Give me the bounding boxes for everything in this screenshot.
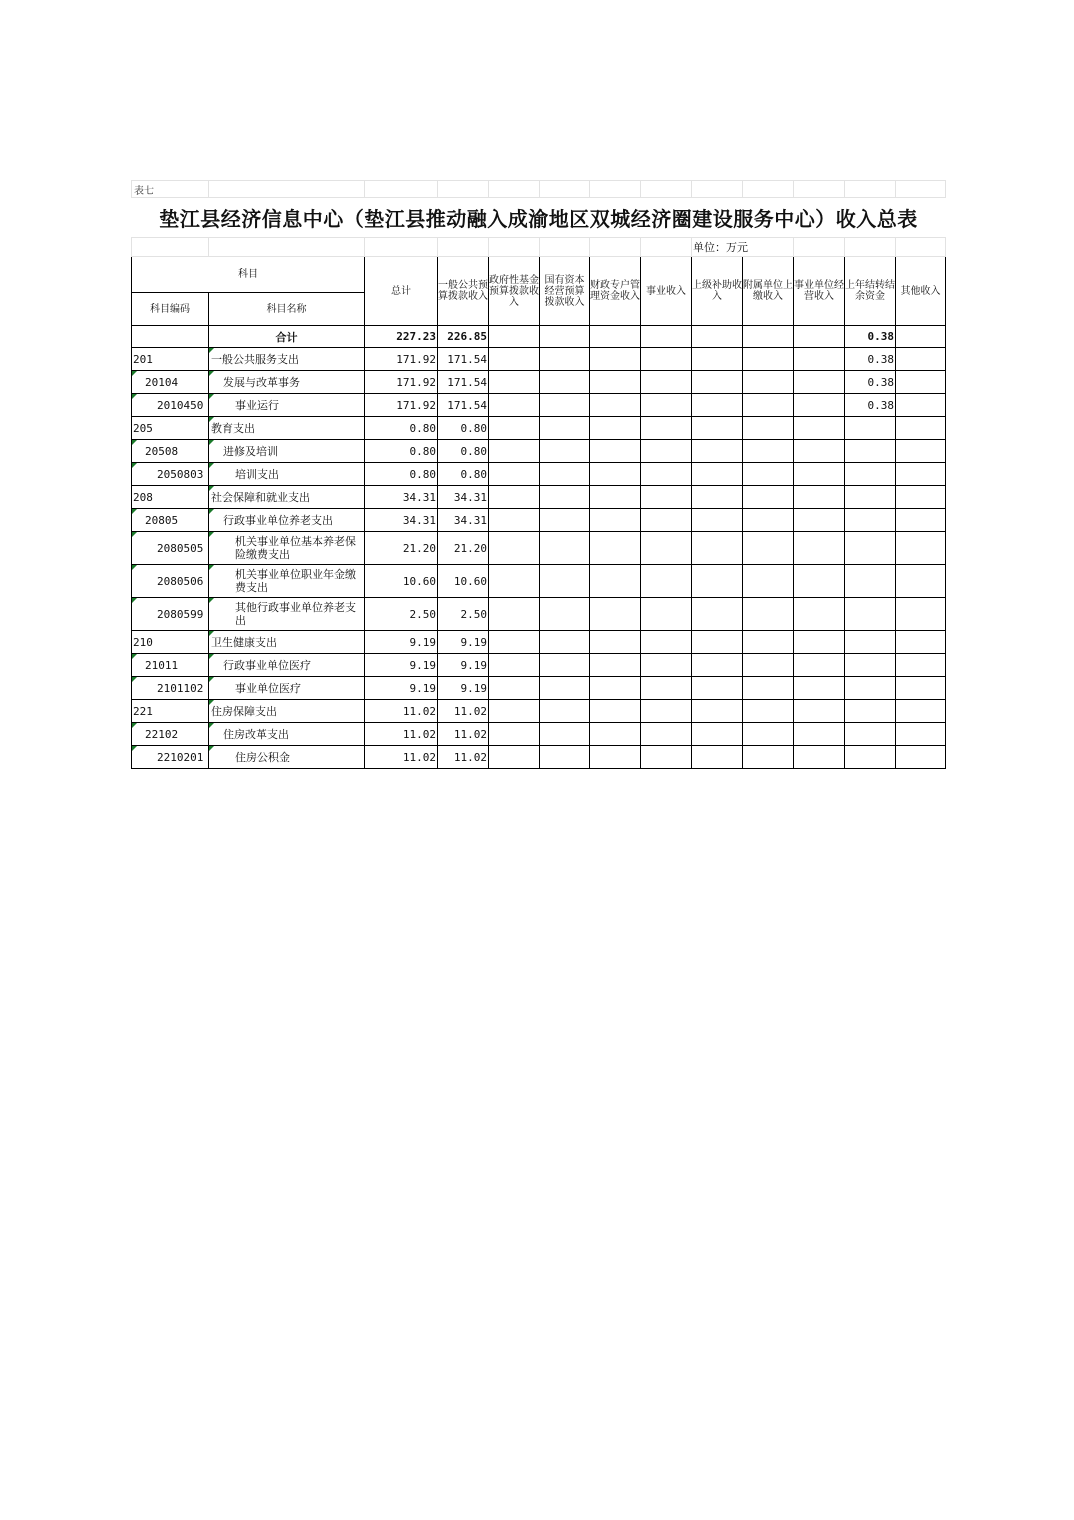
empty-cell	[692, 463, 743, 486]
row-code: 208	[132, 486, 209, 509]
row-carryover	[845, 700, 896, 723]
empty-cell	[794, 700, 845, 723]
empty-cell	[590, 654, 641, 677]
income-summary-table	[131, 180, 946, 769]
empty-cell	[794, 348, 845, 371]
empty-cell	[540, 417, 590, 440]
empty-cell	[641, 440, 692, 463]
empty-cell	[590, 598, 641, 631]
row-carryover: 0.38	[845, 394, 896, 417]
empty-cell	[896, 532, 946, 565]
empty-cell	[896, 463, 946, 486]
header-subject: 科目	[132, 257, 365, 293]
empty-cell	[794, 440, 845, 463]
empty-cell	[641, 486, 692, 509]
row-code: 201	[132, 348, 209, 371]
empty-cell	[692, 631, 743, 654]
empty-cell	[896, 746, 946, 769]
empty-cell	[540, 440, 590, 463]
empty-cell	[540, 677, 590, 700]
empty-cell	[641, 654, 692, 677]
empty-cell	[794, 532, 845, 565]
empty-cell	[794, 598, 845, 631]
header-carryover: 上年结转结余资金	[845, 257, 896, 326]
empty-cell	[692, 394, 743, 417]
empty-cell	[590, 700, 641, 723]
empty-cell	[641, 509, 692, 532]
row-general-budget: 2.50	[438, 598, 489, 631]
empty-cell	[641, 746, 692, 769]
row-name: 事业单位医疗	[209, 677, 365, 700]
empty-cell	[540, 463, 590, 486]
table-label: 表七	[132, 181, 209, 198]
empty-cell	[743, 348, 794, 371]
table-row	[132, 486, 946, 509]
empty-cell	[590, 509, 641, 532]
row-name: 进修及培训	[209, 440, 365, 463]
empty-cell	[641, 631, 692, 654]
row-name: 机关事业单位职业年金缴费支出	[209, 565, 365, 598]
empty-cell	[743, 440, 794, 463]
empty-cell	[692, 371, 743, 394]
empty-cell	[590, 440, 641, 463]
empty-cell	[641, 598, 692, 631]
empty-cell	[641, 348, 692, 371]
row-name: 卫生健康支出	[209, 631, 365, 654]
empty-cell	[743, 565, 794, 598]
empty-cell	[794, 565, 845, 598]
header-general-budget: 一般公共预算拨款收入	[438, 257, 489, 326]
row-name: 住房公积金	[209, 746, 365, 769]
row-carryover	[845, 463, 896, 486]
row-general-budget: 0.80	[438, 463, 489, 486]
empty-cell	[489, 348, 540, 371]
row-total: 34.31	[365, 486, 438, 509]
empty-cell	[489, 746, 540, 769]
table-row	[132, 532, 946, 565]
empty-cell	[540, 631, 590, 654]
empty-cell	[692, 532, 743, 565]
row-total: 9.19	[365, 654, 438, 677]
empty-cell	[743, 463, 794, 486]
row-total: 11.02	[365, 723, 438, 746]
data-rows	[132, 348, 946, 769]
empty-cell	[794, 746, 845, 769]
empty-cell	[692, 654, 743, 677]
table-row	[132, 631, 946, 654]
table-row	[132, 677, 946, 700]
row-carryover	[845, 440, 896, 463]
empty-cell	[540, 486, 590, 509]
total-value: 227.23	[365, 326, 438, 348]
table-row	[132, 654, 946, 677]
row-code: 2101102	[132, 677, 209, 700]
row-total: 0.80	[365, 417, 438, 440]
empty-cell	[896, 440, 946, 463]
empty-cell	[590, 532, 641, 565]
empty-cell	[896, 654, 946, 677]
empty-cell	[794, 394, 845, 417]
row-total: 171.92	[365, 394, 438, 417]
row-name: 一般公共服务支出	[209, 348, 365, 371]
empty-cell	[590, 371, 641, 394]
empty-cell	[590, 394, 641, 417]
empty-cell	[489, 598, 540, 631]
empty-cell	[590, 746, 641, 769]
empty-cell	[590, 348, 641, 371]
row-total: 9.19	[365, 677, 438, 700]
empty-cell	[540, 509, 590, 532]
row-code: 205	[132, 417, 209, 440]
empty-cell	[743, 677, 794, 700]
row-total: 34.31	[365, 509, 438, 532]
header-state-capital: 国有资本经营预算拨款收入	[540, 257, 590, 326]
row-total: 11.02	[365, 746, 438, 769]
empty-cell	[794, 417, 845, 440]
empty-cell	[692, 509, 743, 532]
table-row	[132, 746, 946, 769]
row-general-budget: 34.31	[438, 486, 489, 509]
row-name: 其他行政事业单位养老支出	[209, 598, 365, 631]
empty-cell	[489, 532, 540, 565]
row-general-budget: 0.80	[438, 417, 489, 440]
row-total: 171.92	[365, 371, 438, 394]
empty-cell	[794, 654, 845, 677]
row-carryover	[845, 746, 896, 769]
table-row	[132, 700, 946, 723]
empty-cell	[540, 371, 590, 394]
empty-cell	[540, 532, 590, 565]
empty-cell	[896, 677, 946, 700]
empty-cell	[896, 723, 946, 746]
row-general-budget: 11.02	[438, 700, 489, 723]
empty-cell	[641, 371, 692, 394]
empty-cell	[896, 394, 946, 417]
table-row	[132, 463, 946, 486]
row-code: 2210201	[132, 746, 209, 769]
row-carryover	[845, 417, 896, 440]
empty-cell	[743, 417, 794, 440]
row-carryover: 0.38	[845, 371, 896, 394]
empty-cell	[540, 746, 590, 769]
row-code: 2050803	[132, 463, 209, 486]
empty-cell	[692, 677, 743, 700]
empty-cell	[743, 631, 794, 654]
row-general-budget: 171.54	[438, 371, 489, 394]
empty-cell	[743, 371, 794, 394]
row-name: 发展与改革事务	[209, 371, 365, 394]
table-row	[132, 348, 946, 371]
empty-cell	[540, 348, 590, 371]
row-code: 2080505	[132, 532, 209, 565]
empty-cell	[489, 394, 540, 417]
empty-cell	[540, 565, 590, 598]
empty-cell	[743, 532, 794, 565]
row-code: 210	[132, 631, 209, 654]
row-general-budget: 9.19	[438, 654, 489, 677]
empty-cell	[641, 700, 692, 723]
empty-cell	[692, 746, 743, 769]
empty-cell	[743, 700, 794, 723]
empty-cell	[794, 463, 845, 486]
row-general-budget: 9.19	[438, 677, 489, 700]
header-name: 科目名称	[209, 293, 365, 326]
empty-cell	[489, 631, 540, 654]
empty-cell	[896, 486, 946, 509]
row-total: 0.80	[365, 463, 438, 486]
row-total: 0.80	[365, 440, 438, 463]
empty-cell	[641, 723, 692, 746]
empty-cell	[489, 463, 540, 486]
empty-cell	[896, 631, 946, 654]
row-carryover	[845, 631, 896, 654]
empty-cell	[743, 394, 794, 417]
row-name: 住房保障支出	[209, 700, 365, 723]
empty-cell	[794, 677, 845, 700]
empty-cell	[540, 394, 590, 417]
empty-cell	[489, 371, 540, 394]
row-carryover: 0.38	[845, 348, 896, 371]
header-gov-fund: 政府性基金预算拨款收入	[489, 257, 540, 326]
empty-cell	[794, 631, 845, 654]
table-row	[132, 417, 946, 440]
empty-cell	[590, 723, 641, 746]
row-general-budget: 11.02	[438, 746, 489, 769]
empty-cell	[692, 348, 743, 371]
page-title: 垫江县经济信息中心（垫江县推动融入成渝地区双城经济圈建设服务中心）收入总表	[159, 207, 918, 231]
empty-cell	[743, 598, 794, 631]
empty-cell	[489, 654, 540, 677]
row-total: 11.02	[365, 700, 438, 723]
row-general-budget: 9.19	[438, 631, 489, 654]
empty-cell	[896, 348, 946, 371]
empty-cell	[794, 509, 845, 532]
header-total: 总计	[365, 257, 438, 326]
header-affiliated-income: 附属单位上缴收入	[743, 257, 794, 326]
row-name: 社会保障和就业支出	[209, 486, 365, 509]
row-carryover	[845, 654, 896, 677]
total-general-budget: 226.85	[438, 326, 489, 348]
table-row	[132, 394, 946, 417]
row-carryover	[845, 723, 896, 746]
empty-cell	[540, 654, 590, 677]
empty-cell	[641, 565, 692, 598]
empty-cell	[641, 532, 692, 565]
row-carryover	[845, 509, 896, 532]
row-code: 20508	[132, 440, 209, 463]
row-name: 住房改革支出	[209, 723, 365, 746]
header-other-income: 其他收入	[896, 257, 946, 326]
header-superior-subsidy: 上级补助收入	[692, 257, 743, 326]
empty-cell	[489, 486, 540, 509]
empty-cell	[692, 700, 743, 723]
empty-cell	[489, 677, 540, 700]
table-row	[132, 565, 946, 598]
table-row	[132, 598, 946, 631]
empty-cell	[489, 417, 540, 440]
income-summary-sheet	[131, 180, 946, 769]
empty-cell	[641, 463, 692, 486]
row-carryover	[845, 565, 896, 598]
row-carryover	[845, 598, 896, 631]
empty-cell	[794, 486, 845, 509]
empty-cell	[540, 598, 590, 631]
row-name: 培训支出	[209, 463, 365, 486]
empty-cell	[489, 565, 540, 598]
row-carryover	[845, 532, 896, 565]
row-name: 机关事业单位基本养老保险缴费支出	[209, 532, 365, 565]
empty-cell	[794, 723, 845, 746]
row-code: 20805	[132, 509, 209, 532]
empty-cell	[896, 565, 946, 598]
empty-cell	[540, 700, 590, 723]
total-row	[132, 326, 946, 348]
row-total: 21.20	[365, 532, 438, 565]
empty-cell	[743, 486, 794, 509]
row-general-budget: 34.31	[438, 509, 489, 532]
empty-cell	[692, 598, 743, 631]
row-general-budget: 21.20	[438, 532, 489, 565]
row-name: 行政事业单位医疗	[209, 654, 365, 677]
empty-cell	[590, 631, 641, 654]
empty-cell	[896, 598, 946, 631]
row-code: 221	[132, 700, 209, 723]
empty-cell	[743, 746, 794, 769]
row-name: 教育支出	[209, 417, 365, 440]
empty-cell	[590, 565, 641, 598]
row-code: 22102	[132, 723, 209, 746]
total-label: 合计	[209, 326, 365, 348]
empty-cell	[743, 723, 794, 746]
table-row	[132, 440, 946, 463]
row-general-budget: 11.02	[438, 723, 489, 746]
row-total: 2.50	[365, 598, 438, 631]
empty-cell	[641, 417, 692, 440]
table-row	[132, 723, 946, 746]
row-code: 21011	[132, 654, 209, 677]
row-general-budget: 10.60	[438, 565, 489, 598]
empty-cell	[641, 677, 692, 700]
empty-cell	[692, 565, 743, 598]
empty-cell	[590, 417, 641, 440]
empty-cell	[489, 509, 540, 532]
row-name: 事业运行	[209, 394, 365, 417]
total-carryover: 0.38	[845, 326, 896, 348]
row-code: 2080506	[132, 565, 209, 598]
empty-cell	[489, 700, 540, 723]
row-carryover	[845, 677, 896, 700]
row-code: 2010450	[132, 394, 209, 417]
row-carryover	[845, 486, 896, 509]
row-total: 9.19	[365, 631, 438, 654]
row-general-budget: 171.54	[438, 348, 489, 371]
empty-cell	[692, 440, 743, 463]
empty-cell	[692, 417, 743, 440]
row-general-budget: 0.80	[438, 440, 489, 463]
empty-cell	[590, 463, 641, 486]
empty-cell	[896, 417, 946, 440]
table-row	[132, 509, 946, 532]
empty-cell	[743, 509, 794, 532]
row-total: 171.92	[365, 348, 438, 371]
empty-cell	[692, 723, 743, 746]
header-business-income: 事业收入	[641, 257, 692, 326]
empty-cell	[641, 394, 692, 417]
unit-label: 单位：万元	[692, 238, 794, 257]
row-general-budget: 171.54	[438, 394, 489, 417]
empty-cell	[590, 486, 641, 509]
header-code: 科目编码	[132, 293, 209, 326]
empty-cell	[743, 654, 794, 677]
header-operating-income: 事业单位经营收入	[794, 257, 845, 326]
empty-cell	[794, 371, 845, 394]
row-total: 10.60	[365, 565, 438, 598]
empty-cell	[590, 677, 641, 700]
empty-cell	[896, 509, 946, 532]
row-name: 行政事业单位养老支出	[209, 509, 365, 532]
empty-cell	[692, 486, 743, 509]
empty-cell	[489, 440, 540, 463]
header-fiscal-special: 财政专户管理资金收入	[590, 257, 641, 326]
empty-cell	[896, 371, 946, 394]
empty-cell	[896, 700, 946, 723]
row-code: 2080599	[132, 598, 209, 631]
table-row	[132, 371, 946, 394]
row-code: 20104	[132, 371, 209, 394]
empty-cell	[489, 723, 540, 746]
empty-cell	[540, 723, 590, 746]
